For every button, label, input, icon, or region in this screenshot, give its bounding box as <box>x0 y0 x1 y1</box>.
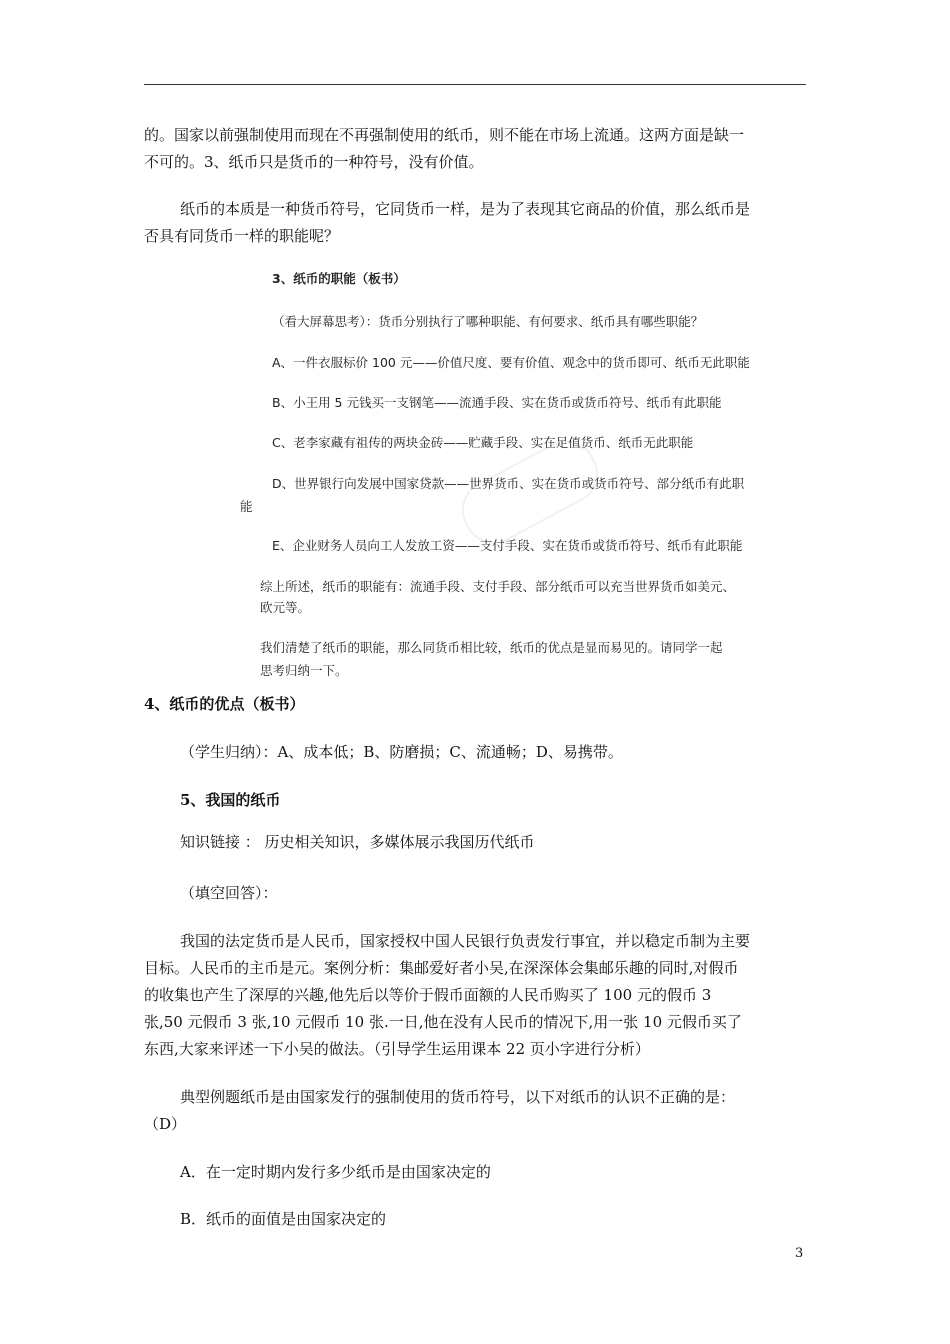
image-item-d-line-1: D、世界银行向发展中国家贷款——世界货币、实在货币或货币符号、部分纸币有此职 <box>272 476 745 491</box>
heading-5: 5、我国的纸币 <box>180 791 281 809</box>
paragraph-1-line-2: 不可的。3、纸币只是货币的一种符号，没有价值。 <box>144 153 484 171</box>
fill-answer-prompt: （填空回答）： <box>180 884 278 902</box>
example-question-line-2: （D） <box>144 1115 187 1133</box>
image-item-d-line-2: 能 <box>240 499 253 514</box>
advantages-text: （学生归纳）：A、成本低；B、防磨损；C、流通畅；D、易携带。 <box>180 743 623 761</box>
image-title: 3、纸币的职能（板书） <box>272 271 406 286</box>
paragraph-3-line-5: 东西,大家来评述一下小吴的做法。（引导学生运用课本 22 页小字进行分析） <box>144 1040 650 1058</box>
page-number: 3 <box>795 1246 804 1261</box>
embedded-image-block <box>240 264 804 692</box>
image-item-c: C、老李家藏有祖传的两块金砖——贮藏手段、实在足值货币、纸币无此职能 <box>272 435 694 450</box>
example-question-line-1: 典型例题纸币是由国家发行的强制使用的货币符号，以下对纸币的认识不正确的是： <box>180 1088 736 1106</box>
option-b: B．纸币的面值是由国家决定的 <box>180 1210 387 1228</box>
image-item-b: B、小王用 5 元钱买一支钢笔——流通手段、实在货币或货币符号、纸币有此职能 <box>272 395 722 410</box>
image-question: （看大屏幕思考）：货币分别执行了哪种职能、有何要求、纸币具有哪些职能？ <box>272 314 704 329</box>
paragraph-3-line-2: 目标。人民币的主币是元。案例分析：集邮爱好者小吴,在深深体会集邮乐趣的同时,对假币 <box>144 959 739 977</box>
option-a: A．在一定时期内发行多少纸币是由国家决定的 <box>180 1163 491 1181</box>
image-transition-line-1: 我们清楚了纸币的职能，那么同货币相比较，纸币的优点是显而易见的。请同学一起 <box>260 640 723 655</box>
paragraph-3-line-4: 张,50 元假币 3 张,10 元假币 10 张.一日,他在没有人民币的情况下,用一张 10 元假币买了 <box>144 1013 742 1031</box>
image-summary-line-1: 综上所述，纸币的职能有：流通手段、支付手段、部分纸币可以充当世界货币如美元、 <box>260 579 736 594</box>
paragraph-2-line-1: 纸币的本质是一种货币符号，它同货币一样，是为了表现其它商品的价值，那么纸币是 <box>180 200 751 218</box>
paragraph-3-line-1: 我国的法定货币是人民币，国家授权中国人民银行负责发行事宜，并以稳定币制为主要 <box>180 932 751 950</box>
image-item-a: A、一件衣服标价 100 元——价值尺度、要有价值、观念中的货币即可、纸币无此职能 <box>272 355 750 370</box>
heading-4: 4、纸币的优点（板书） <box>144 695 305 713</box>
knowledge-link: 知识链接 ： 历史相关知识，多媒体展示我国历代纸币 <box>180 833 535 851</box>
paragraph-1-line-1: 的。国家以前强制使用而现在不再强制使用的纸币，则不能在市场上流通。这两方面是缺一 <box>144 126 745 144</box>
header-rule <box>144 84 806 85</box>
paragraph-2-line-2: 否具有同货币一样的职能呢？ <box>144 227 340 245</box>
image-item-e: E、企业财务人员向工人发放工资——支付手段、实在货币或货币符号、纸币有此职能 <box>272 538 743 553</box>
image-summary-line-2: 欧元等。 <box>260 600 311 615</box>
paragraph-3-line-3: 的收集也产生了深厚的兴趣,他先后以等价于假币面额的人民币购买了 100 元的假币 3 <box>144 986 712 1004</box>
image-transition-line-2: 思考归纳一下。 <box>260 663 348 678</box>
